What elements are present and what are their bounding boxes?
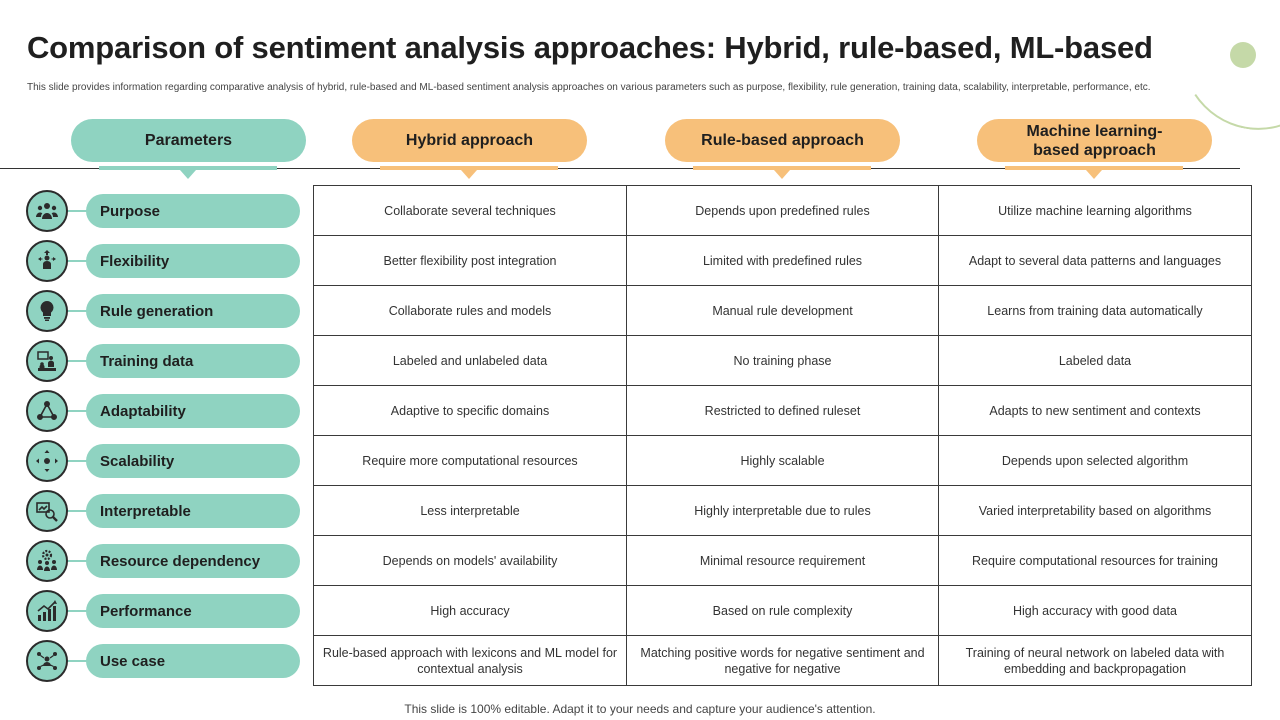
cell-rule-based: Highly interpretable due to rules <box>627 486 939 536</box>
cell-rule-based: Based on rule complexity <box>627 586 939 636</box>
connected-users-icon <box>26 640 68 682</box>
slide-subtitle: This slide provides information regarding comparative analysis of hybrid, rule-based and ML-based sentiment analysis approaches on various parameters such as purpose, flexibility, rule generation, training data, scalability, interpretable, performance, etc. <box>27 82 1151 93</box>
header-rule-based <box>665 119 900 162</box>
cell-ml-based: Adapts to new sentiment and contexts <box>939 386 1252 436</box>
param-rule-generation: Rule generation <box>86 294 300 328</box>
cell-rule-based: Depends upon predefined rules <box>627 186 939 236</box>
footer-note: This slide is 100% editable. Adapt it to your needs and capture your audience's attention. <box>404 702 876 716</box>
header-hybrid-arrow <box>461 170 477 179</box>
cell-hybrid: Depends on models' availability <box>314 536 627 586</box>
header-rule-based-arrow <box>774 170 790 179</box>
cell-hybrid: Less interpretable <box>314 486 627 536</box>
cell-ml-based: Adapt to several data patterns and languages <box>939 236 1252 286</box>
header-ml-line1: Machine learning- <box>1026 122 1163 140</box>
table-row <box>314 386 1252 436</box>
cell-rule-based: Limited with predefined rules <box>627 236 939 286</box>
cell-ml-based: Learns from training data automatically <box>939 286 1252 336</box>
parameter-row <box>26 490 302 540</box>
cell-rule-based: No training phase <box>627 336 939 386</box>
cell-hybrid: Require more computational resources <box>314 436 627 486</box>
cell-hybrid: Rule-based approach with lexicons and ML model for contextual analysis <box>314 636 627 686</box>
expand-icon <box>26 440 68 482</box>
lightbulb-icon <box>26 290 68 332</box>
cell-ml-based: High accuracy with good data <box>939 586 1252 636</box>
network-icon <box>26 390 68 432</box>
header-parameters-label: Parameters <box>144 132 233 149</box>
table-row <box>314 586 1252 636</box>
param-interpretable: Interpretable <box>86 494 300 528</box>
table-row <box>314 486 1252 536</box>
parameter-row <box>26 240 302 290</box>
parameter-row <box>26 640 302 690</box>
parameter-row <box>26 290 302 340</box>
param-flexibility: Flexibility <box>86 244 300 278</box>
param-use-case: Use case <box>86 644 300 678</box>
comparison-table <box>313 185 1252 686</box>
header-rule-based-label: Rule-based approach <box>701 132 864 149</box>
table-row <box>314 636 1252 686</box>
cell-ml-based: Depends upon selected algorithm <box>939 436 1252 486</box>
cell-hybrid: Adaptive to specific domains <box>314 386 627 436</box>
header-hybrid-label: Hybrid approach <box>405 132 534 149</box>
table-row <box>314 436 1252 486</box>
cell-rule-based: Highly scalable <box>627 436 939 486</box>
param-purpose: Purpose <box>86 194 300 228</box>
param-scalability: Scalability <box>86 444 300 478</box>
param-training-data: Training data <box>86 344 300 378</box>
parameter-row <box>26 340 302 390</box>
cell-ml-based: Labeled data <box>939 336 1252 386</box>
param-adaptability: Adaptability <box>86 394 300 428</box>
cell-ml-based: Utilize machine learning algorithms <box>939 186 1252 236</box>
cell-hybrid: Collaborate several techniques <box>314 186 627 236</box>
header-ml-based-label <box>1026 122 1162 160</box>
parameter-row <box>26 590 302 640</box>
team-icon <box>26 190 68 232</box>
cell-ml-based: Varied interpretability based on algorithms <box>939 486 1252 536</box>
table-row <box>314 286 1252 336</box>
parameter-row <box>26 190 302 240</box>
parameter-row <box>26 540 302 590</box>
table-row <box>314 186 1252 236</box>
param-resource-dependency: Resource dependency <box>86 544 300 578</box>
header-ml-based-arrow <box>1086 170 1102 179</box>
cell-hybrid: Better flexibility post integration <box>314 236 627 286</box>
cell-hybrid: Labeled and unlabeled data <box>314 336 627 386</box>
header-ml-based <box>977 119 1212 162</box>
parameter-row <box>26 390 302 440</box>
cell-rule-based: Matching positive words for negative sentiment and negative for negative <box>627 636 939 686</box>
growth-chart-icon <box>26 590 68 632</box>
magnifier-chart-icon <box>26 490 68 532</box>
slide-title: Comparison of sentiment analysis approaches: Hybrid, rule-based, ML-based <box>27 30 1153 65</box>
table-row <box>314 536 1252 586</box>
cell-hybrid: Collaborate rules and models <box>314 286 627 336</box>
parameter-row <box>26 440 302 490</box>
decorative-dot <box>1230 42 1256 68</box>
parameter-list <box>26 190 302 690</box>
cell-rule-based: Restricted to defined ruleset <box>627 386 939 436</box>
table-row <box>314 236 1252 286</box>
cell-ml-based: Require computational resources for training <box>939 536 1252 586</box>
header-ml-line2: based approach <box>1033 141 1156 159</box>
cell-ml-based: Training of neural network on labeled data with embedding and backpropagation <box>939 636 1252 686</box>
training-icon <box>26 340 68 382</box>
table-row <box>314 336 1252 386</box>
header-hybrid <box>352 119 587 162</box>
param-performance: Performance <box>86 594 300 628</box>
header-parameters-arrow <box>180 170 196 179</box>
cell-hybrid: High accuracy <box>314 586 627 636</box>
cell-rule-based: Manual rule development <box>627 286 939 336</box>
person-arrows-icon <box>26 240 68 282</box>
people-gear-icon <box>26 540 68 582</box>
cell-rule-based: Minimal resource requirement <box>627 536 939 586</box>
header-parameters <box>71 119 306 162</box>
